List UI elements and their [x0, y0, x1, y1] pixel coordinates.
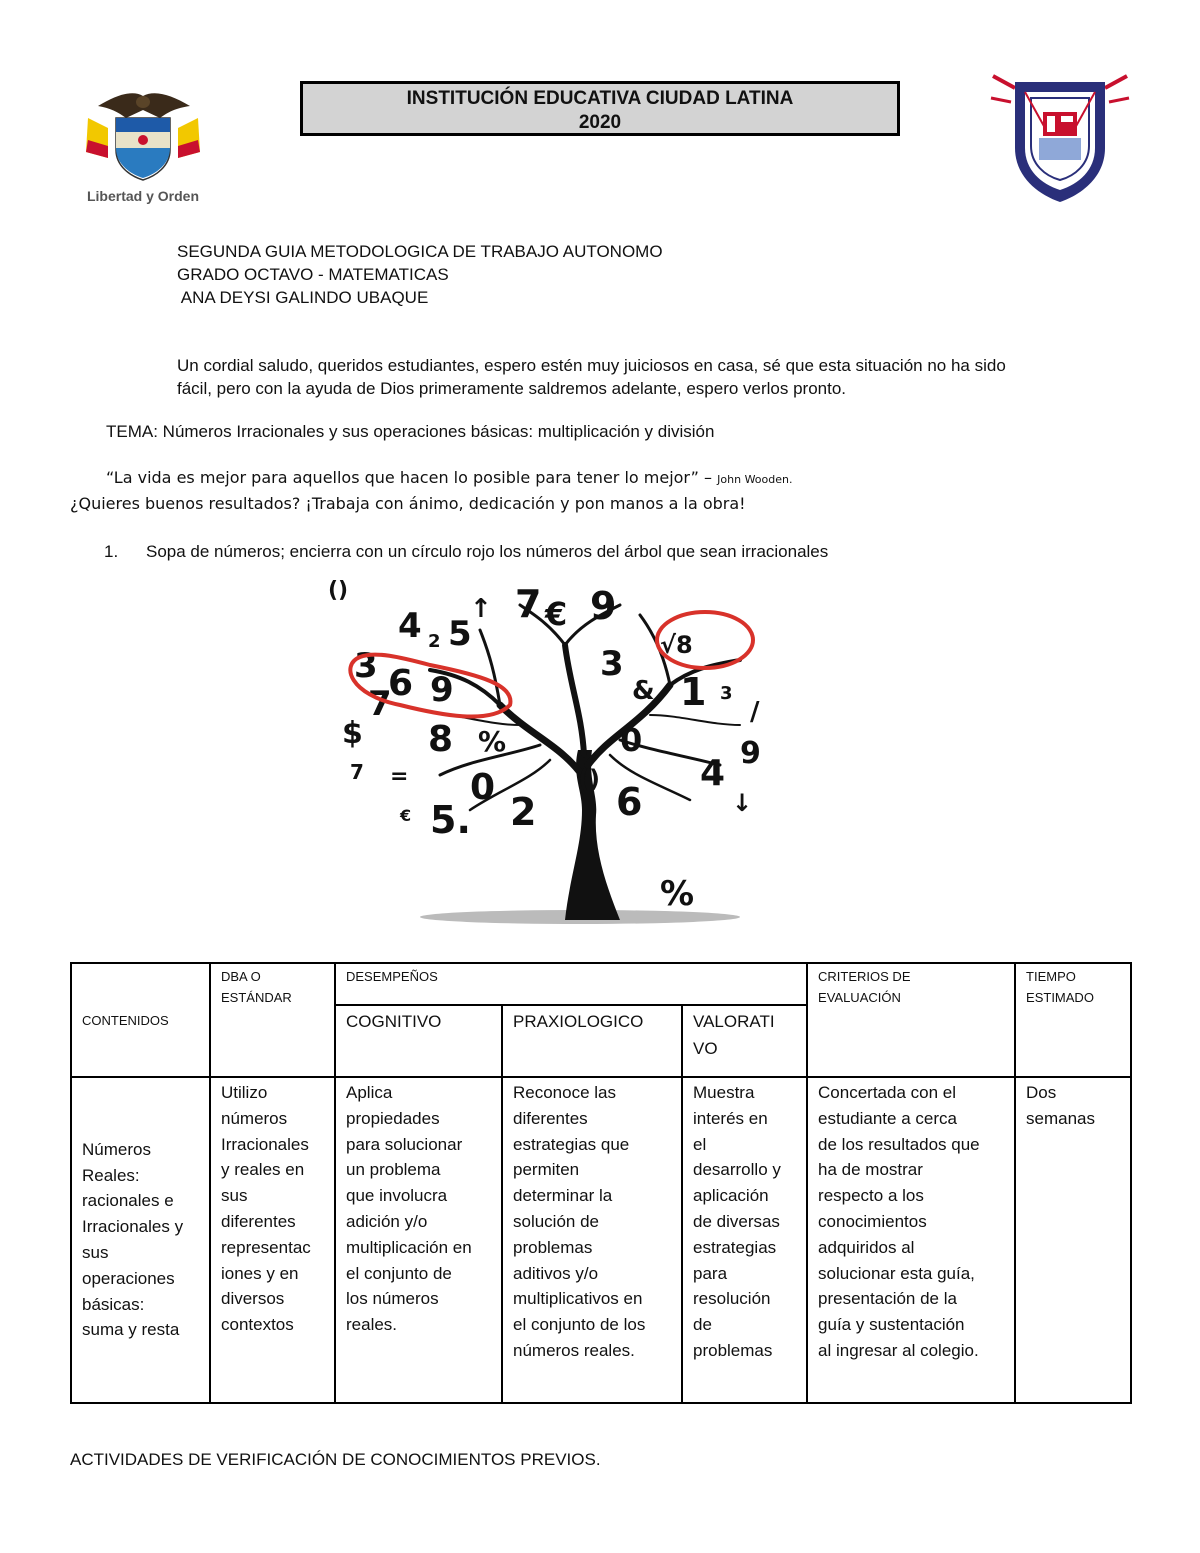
cell-line: el conjunto de los — [513, 1315, 646, 1335]
header-cognitivo — [335, 1005, 502, 1077]
svg-text:$: $ — [342, 716, 363, 751]
header-valorativo-label: VO — [693, 1039, 718, 1058]
svg-text:6: 6 — [388, 663, 414, 704]
cell-line: problemas — [513, 1237, 593, 1257]
svg-text:3: 3 — [720, 683, 733, 704]
cell-line: sus — [221, 1186, 248, 1206]
cell-dba — [210, 1077, 335, 1403]
cell-criterios — [807, 1077, 1015, 1403]
cell-line: adquiridos al — [818, 1237, 915, 1257]
svg-text:↑: ↑ — [470, 594, 492, 624]
greeting-paragraph — [177, 354, 1147, 400]
cell-line: propiedades — [346, 1108, 440, 1128]
svg-text:√8: √8 — [660, 631, 693, 659]
cell-line: Utilizo — [221, 1083, 268, 1102]
greeting-line: Un cordial saludo, queridos estudiantes, espero estén muy juiciosos en casa, sé que esta situación no ha sido — [177, 356, 1006, 375]
quote-author: John Wooden. — [717, 473, 793, 486]
svg-text:0: 0 — [470, 767, 496, 808]
cell-line: presentación de la — [818, 1289, 957, 1309]
activity-text: Sopa de números; encierra con un círculo rojo los números del árbol que sean irracionales — [146, 542, 829, 561]
cell-line: operaciones — [82, 1268, 175, 1288]
header-criterios-label: CRITERIOS DE — [818, 969, 911, 984]
cell-line: Concertada con el — [818, 1083, 957, 1102]
institution-name: INSTITUCIÓN EDUCATIVA CIUDAD LATINA — [406, 88, 794, 109]
svg-text:8: 8 — [428, 719, 454, 760]
header-dba-label: ESTÁNDAR — [221, 990, 292, 1005]
cell-line: para — [693, 1263, 728, 1283]
cell-praxiologico — [502, 1077, 682, 1403]
cell-line: diferentes — [221, 1211, 296, 1231]
header-tiempo-label: TIEMPO — [1026, 969, 1076, 984]
svg-text:2: 2 — [510, 790, 537, 834]
svg-text:5: 5 — [448, 614, 472, 654]
cell-line: solución de — [513, 1211, 600, 1231]
svg-text:↓: ↓ — [732, 789, 753, 817]
svg-text:7: 7 — [515, 582, 542, 626]
cell-line: y reales en — [221, 1160, 305, 1180]
header-criterios — [807, 963, 1015, 1077]
svg-text:9: 9 — [740, 736, 761, 771]
cell-line: Irracionales — [221, 1134, 309, 1154]
header-praxiologico — [502, 1005, 682, 1077]
school-crest-logo — [985, 68, 1135, 208]
cell-line: guía y sustentación — [818, 1315, 965, 1335]
cell-line: de los resultados que — [818, 1134, 980, 1154]
header-tiempo — [1015, 963, 1131, 1077]
cell-line: representac — [221, 1237, 311, 1257]
cell-line: Reales: — [82, 1165, 140, 1185]
cell-line: contextos — [221, 1315, 294, 1335]
number-tree-icon — [320, 575, 780, 925]
header-contenidos-label: CONTENIDOS — [82, 1012, 169, 1028]
section-heading-previous-knowledge: ACTIVIDADES DE VERIFICACIÓN DE CONOCIMIENTOS PREVIOS. — [70, 1450, 601, 1469]
cell-line: números reales. — [513, 1340, 635, 1360]
svg-text:/: / — [750, 697, 760, 727]
cell-line: conocimientos — [818, 1211, 927, 1231]
header-contenidos — [71, 963, 210, 1077]
cell-line: sus — [82, 1243, 109, 1262]
svg-text:9: 9 — [430, 670, 454, 710]
cell-line: multiplicación en — [346, 1237, 472, 1257]
header-cognitivo-label: COGNITIVO — [346, 1012, 442, 1031]
cell-line: estudiante a cerca — [818, 1108, 957, 1128]
cell-line: Reconoce las — [513, 1083, 617, 1102]
svg-text:%: % — [478, 725, 507, 758]
cell-line: números — [221, 1108, 288, 1128]
header-dba — [210, 963, 335, 1077]
cell-line: multiplicativos en — [513, 1289, 643, 1309]
cell-line: racionales e — [82, 1191, 174, 1211]
cell-line: diferentes — [513, 1108, 588, 1128]
cell-line: Irracionales y — [82, 1217, 184, 1237]
header-tiempo-label: ESTIMADO — [1026, 990, 1094, 1005]
cell-line: semanas — [1026, 1108, 1096, 1128]
cell-line: los números — [346, 1289, 439, 1309]
left-logo-caption: Libertad y Orden — [86, 188, 200, 204]
header-praxiologico-label: PRAXIOLOGICO — [513, 1012, 644, 1031]
cell-cognitivo — [335, 1077, 502, 1403]
topic-line: TEMA: Números Irracionales y sus operaciones básicas: multiplicación y división — [106, 422, 715, 441]
svg-text:5.: 5. — [430, 798, 471, 842]
svg-text:1: 1 — [680, 670, 707, 714]
cell-line: para solucionar — [346, 1134, 463, 1154]
cell-line: aditivos y/o — [513, 1263, 599, 1283]
cell-line: ha de mostrar — [818, 1160, 923, 1180]
cell-line: desarrollo y — [693, 1160, 781, 1180]
header-dba-label: DBA O — [221, 969, 261, 984]
guide-grade: GRADO OCTAVO - MATEMATICAS — [177, 265, 449, 284]
cell-line: un problema — [346, 1160, 441, 1180]
colombia-coat-of-arms-logo — [78, 88, 208, 208]
svg-text:6: 6 — [616, 780, 643, 824]
cell-line: al ingresar al colegio. — [818, 1340, 979, 1360]
svg-text:0: 0 — [620, 721, 643, 759]
motivation-line: ¿Quieres buenos resultados? ¡Trabaja con ánimo, dedicación y pon manos a la obra! — [70, 494, 746, 513]
cell-contenidos — [71, 1077, 210, 1403]
cell-line: Aplica — [346, 1083, 393, 1102]
cell-line: que involucra — [346, 1186, 448, 1206]
cell-line: respecto a los — [818, 1186, 924, 1206]
guide-teacher: ANA DEYSI GALINDO UBAQUE — [177, 288, 429, 307]
svg-text:(): () — [328, 578, 349, 603]
svg-text:9: 9 — [590, 584, 617, 628]
svg-text:7: 7 — [350, 760, 364, 784]
svg-text:=: = — [390, 764, 409, 789]
svg-text:3: 3 — [600, 644, 624, 684]
header-desempenos — [335, 963, 807, 1005]
cell-line: solucionar esta guía, — [818, 1263, 975, 1283]
cell-line: resolución — [693, 1289, 771, 1309]
svg-text:&: & — [632, 676, 655, 706]
quote-text: “La vida es mejor para aquellos que hacen lo posible para tener lo mejor” – — [106, 468, 713, 487]
header-desempenos-label: DESEMPEÑOS — [346, 969, 438, 984]
svg-text:€: € — [545, 595, 568, 633]
cell-line: permiten — [513, 1160, 580, 1180]
school-crest-icon — [985, 68, 1135, 208]
cell-tiempo — [1015, 1077, 1131, 1403]
cell-line: iones y en — [221, 1263, 299, 1283]
greeting-line: fácil, pero con la ayuda de Dios primeramente saldremos adelante, espero verlos pronto. — [177, 379, 847, 398]
svg-text:4: 4 — [398, 606, 422, 646]
cell-line: de diversas — [693, 1211, 780, 1231]
cell-valorativo — [682, 1077, 807, 1403]
cell-line: determinar la — [513, 1186, 613, 1206]
activity-number: 1. — [104, 542, 119, 561]
cell-line: aplicación — [693, 1186, 769, 1206]
cell-line: Muestra — [693, 1083, 755, 1102]
activity-1 — [104, 542, 828, 562]
number-tree-image — [320, 575, 780, 925]
cell-line: el — [693, 1134, 707, 1154]
planning-table — [70, 962, 1132, 1404]
cell-line: de — [693, 1315, 712, 1335]
svg-text:€: € — [400, 806, 412, 825]
svg-text:%: % — [660, 874, 695, 914]
institution-year: 2020 — [578, 112, 622, 133]
cell-line: Dos — [1026, 1083, 1057, 1102]
header-valorativo — [682, 1005, 807, 1077]
colombia-coat-of-arms-icon — [78, 88, 208, 208]
guide-title: SEGUNDA GUIA METODOLOGICA DE TRABAJO AUTONOMO — [177, 242, 663, 261]
cell-line: diversos — [221, 1289, 285, 1309]
quote — [106, 468, 792, 487]
svg-text:4: 4 — [700, 753, 726, 794]
cell-line: básicas: — [82, 1294, 145, 1314]
svg-text:2: 2 — [428, 631, 441, 652]
cell-line: suma y resta — [82, 1320, 180, 1340]
header-criterios-label: EVALUACIÓN — [818, 990, 901, 1005]
cell-line: Números — [82, 1139, 151, 1159]
cell-line: problemas — [693, 1340, 773, 1360]
cell-line: el conjunto de — [346, 1263, 452, 1283]
guide-info — [177, 240, 663, 309]
cell-line: adición y/o — [346, 1211, 428, 1231]
header-valorativo-label: VALORATI — [693, 1012, 775, 1031]
cell-line: estrategias que — [513, 1134, 630, 1154]
institution-header — [300, 81, 900, 136]
svg-text:(): () — [578, 765, 600, 793]
cell-line: reales. — [346, 1315, 398, 1335]
cell-line: estrategias — [693, 1237, 777, 1257]
cell-line: interés en — [693, 1108, 768, 1128]
svg-text:3: 3 — [354, 646, 378, 686]
svg-text:7: 7 — [368, 684, 392, 724]
